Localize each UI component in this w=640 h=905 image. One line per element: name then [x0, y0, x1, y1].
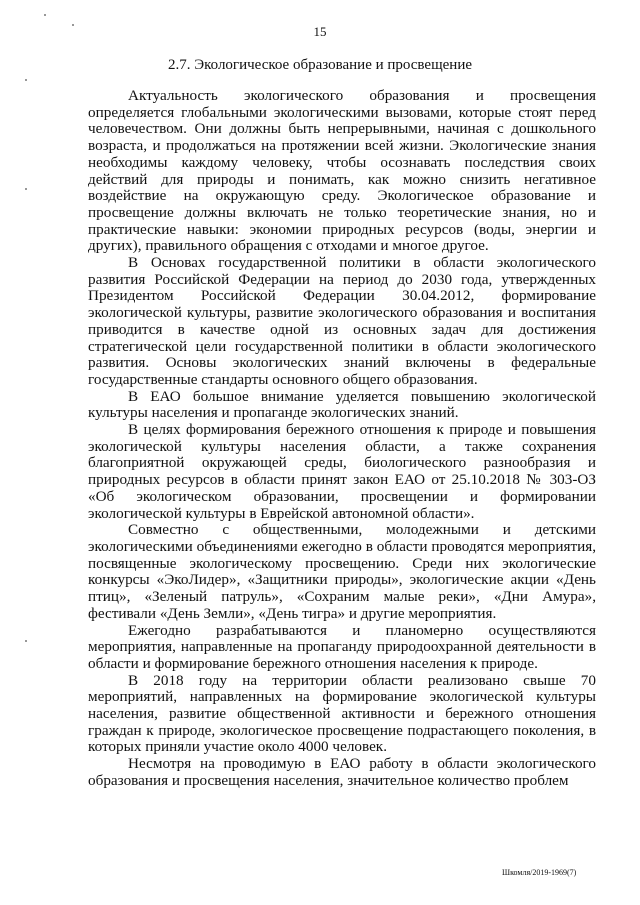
paragraph: В 2018 году на территории области реализовано свыше 70 мероприятий, направленных на формирование экологической культуры населения, развитие общественной активности и бережного отношения граждан к природе, экологическое просвещение подрастающего поколения, в которых приняли участие около 4000 человек.	[88, 671, 596, 756]
document-body	[88, 88, 596, 790]
paragraph: В Основах государственной политики в области экологического развития Российской Федерации на период до 2030 года, утвержденных Президентом Российской Федерации 30.04.2012, формирование экологической культуры, развитие экологического образования и воспитания приводится в качестве одной из основных задач для достижения стратегической цели государственной политики в области экологического развития. Основы экологических знаний включены в федеральные государственные стандарты основного общего образования.	[88, 254, 596, 388]
section-title: 2.7. Экологическое образование и просвещение	[167, 57, 473, 73]
paragraph: Ежегодно разрабатываются и планомерно осуществляются мероприятия, направленные на пропаганду природоохранной деятельности в области и формирование бережного отношения населения к природе.	[88, 621, 596, 672]
paragraph: Несмотря на проводимую в ЕАО работу в области экологического образования и просвещения населения, значительное количество проблем	[88, 755, 596, 789]
scan-artifact-dot	[44, 14, 46, 16]
scan-artifact-dot	[25, 79, 27, 81]
paragraph: В ЕАО большое внимание уделяется повышению экологической культуры населения и пропаганде экологических знаний.	[88, 387, 596, 422]
paragraph: Совместно с общественными, молодежными и детскими экологическими объединениями ежегодно в области проводятся мероприятия, посвященные экологическому просвещению. Среди них экологические конкурсы «ЭкоЛидер», «Защитники природы», экологические акции «День птиц», «Зеленый патруль», «Сохраним малые реки», «Дни Амура», фестивали «День Земли», «День тигра» и другие мероприятия.	[88, 521, 596, 622]
scan-artifact-dot	[25, 188, 27, 190]
scan-artifact-dot	[25, 640, 27, 642]
document-code: Шкомля/2019-1969(7)	[502, 868, 577, 877]
page-number: 15	[313, 24, 327, 39]
paragraph: Актуальность экологического образования и просвещения определяется глобальными экологическими вызовами, которые стоят перед человечеством. Они должны быть непрерывными, начиная с дошкольного возраста, и продолжаться на протяжении всей жизни. Экологические знания необходимы каждому человеку, чтобы осознавать последствия своих действий для природы и понимать, как можно снизить негативное воздействие на окружающую среду. Экологическое образование и просвещение должны включать не только теоретические знания, но и практические навыки: экономии природных ресурсов (воды, энергии и других), правильного обращения с отходами и многое другое.	[88, 87, 596, 255]
paragraph: В целях формирования бережного отношения к природе и повышения экологической культуры населения области, а также сохранения благоприятной окружающей среды, биологического разнообразия и природных ресурсов в области принят закон ЕАО от 25.10.2018 № 303-ОЗ «Об экологическом образовании, просвещении и формировании экологической культуры в Еврейской автономной области».	[88, 421, 596, 522]
